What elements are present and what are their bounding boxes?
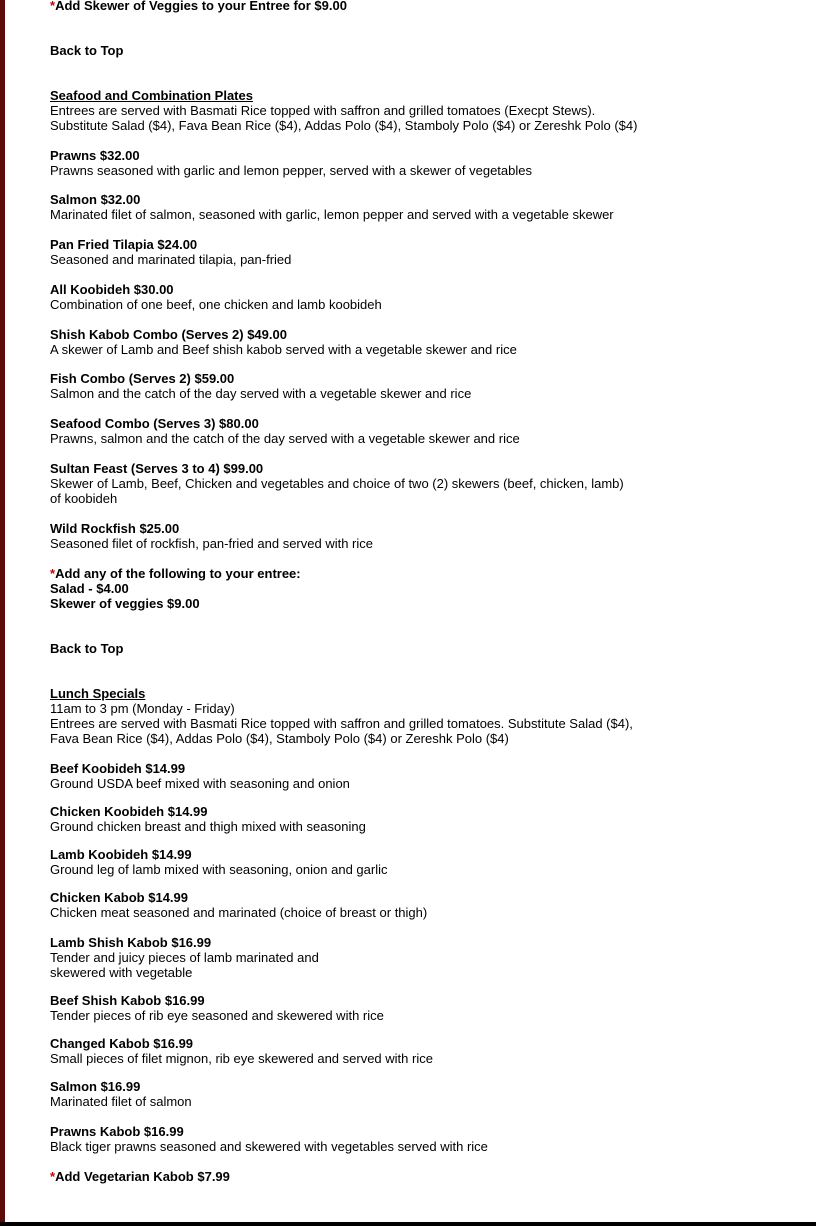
menu-item-description: Ground chicken breast and thigh mixed with seasoning [50,819,366,834]
menu-item-title: Wild Rockfish $25.00 [50,521,180,536]
menu-item-title: Beef Shish Kabob $16.99 [50,993,205,1008]
lunch-intro: Entrees are served with Basmati Rice topped with saffron and grilled tomatoes. Substitute Salad ($4), [50,716,633,731]
menu-item-description: Seasoned and marinated tilapia, pan-fried [50,252,292,267]
menu-item-title: Lamb Koobideh $14.99 [50,847,192,862]
lunch-hours: 11am to 3 pm (Monday - Friday) [50,701,235,716]
menu-item-description: A skewer of Lamb and Beef shish kabob served with a vegetable skewer and rice [50,342,517,357]
lunch-addon-note: *Add Vegetarian Kabob $7.99 [50,1169,230,1184]
menu-item-description: of koobideh [50,491,118,506]
menu-item-title: Prawns Kabob $16.99 [50,1124,184,1139]
menu-item-title: Changed Kabob $16.99 [50,1036,194,1051]
menu-item-description: Seasoned filet of rockfish, pan-fried and served with rice [50,536,374,551]
menu-item-description: Chicken meat seasoned and marinated (choice of breast or thigh) [50,905,428,920]
addon-option: Salad - $4.00 [50,581,129,596]
menu-item-title: Chicken Koobideh $14.99 [50,804,208,819]
menu-item-title: Seafood Combo (Serves 3) $80.00 [50,416,259,431]
back-to-top-link[interactable]: Back to Top [50,43,124,58]
addon-option: Skewer of veggies $9.00 [50,596,200,611]
menu-item-description: Skewer of Lamb, Beef, Chicken and vegetables and choice of two (2) skewers (beef, chicken, lamb) [50,476,624,491]
menu-item-description: Marinated filet of salmon [50,1094,192,1109]
seafood-intro: Substitute Salad ($4), Fava Bean Rice ($4), Addas Polo ($4), Stamboly Polo ($4) or Zereshk Polo ($4) [50,118,638,133]
menu-item-description: Salmon and the catch of the day served with a vegetable skewer and rice [50,386,472,401]
menu-item-description: Combination of one beef, one chicken and lamb koobideh [50,297,382,312]
menu-item-description: Black tiger prawns seasoned and skewered with vegetables served with rice [50,1139,488,1154]
menu-item-title: Salmon $32.00 [50,192,141,207]
menu-item-description: Prawns seasoned with garlic and lemon pepper, served with a skewer of vegetables [50,163,532,178]
menu-item-title: Shish Kabob Combo (Serves 2) $49.00 [50,327,287,342]
lunch-item-list [50,746,650,1154]
menu-content [50,0,650,1184]
menu-item-title: All Koobideh $30.00 [50,282,174,297]
seafood-addon-note: *Add any of the following to your entree: [50,566,301,581]
lunch-intro: Fava Bean Rice ($4), Addas Polo ($4), Stamboly Polo ($4) or Zereshk Polo ($4) [50,731,509,746]
menu-item-title: Chicken Kabob $14.99 [50,890,188,905]
seafood-heading: Seafood and Combination Plates [50,88,253,103]
menu-item-description: Tender and juicy pieces of lamb marinated and [50,950,319,965]
menu-item-description: Prawns, salmon and the catch of the day served with a vegetable skewer and rice [50,431,520,446]
asterisk: * [50,0,56,13]
menu-item-description: skewered with vegetable [50,965,193,980]
menu-item-title: Lamb Shish Kabob $16.99 [50,935,212,950]
top-addon-note: *Add Skewer of Veggies to your Entree for $9.00 [50,0,347,13]
menu-item-description: Marinated filet of salmon, seasoned with garlic, lemon pepper and served with a vegetable skewer [50,207,614,222]
bottom-border [0,1222,816,1226]
menu-item-title: Salmon $16.99 [50,1079,141,1094]
menu-item-description: Ground leg of lamb mixed with seasoning, onion and garlic [50,862,388,877]
asterisk: * [50,566,56,581]
seafood-intro: Entrees are served with Basmati Rice topped with saffron and grilled tomatoes (Execpt Stews). [50,103,596,118]
back-to-top-link[interactable]: Back to Top [50,641,124,656]
menu-item-title: Pan Fried Tilapia $24.00 [50,237,198,252]
menu-item-title: Prawns $32.00 [50,148,140,163]
left-border [0,0,5,1226]
seafood-item-list [50,133,650,551]
menu-item-title: Fish Combo (Serves 2) $59.00 [50,371,235,386]
lunch-heading: Lunch Specials [50,686,146,701]
menu-item-description: Tender pieces of rib eye seasoned and skewered with rice [50,1008,384,1023]
menu-item-title: Sultan Feast (Serves 3 to 4) $99.00 [50,461,264,476]
menu-item-description: Small pieces of filet mignon, rib eye skewered and served with rice [50,1051,433,1066]
menu-item-description: Ground USDA beef mixed with seasoning and onion [50,776,350,791]
menu-item-title: Beef Koobideh $14.99 [50,761,186,776]
asterisk: * [50,1169,56,1184]
